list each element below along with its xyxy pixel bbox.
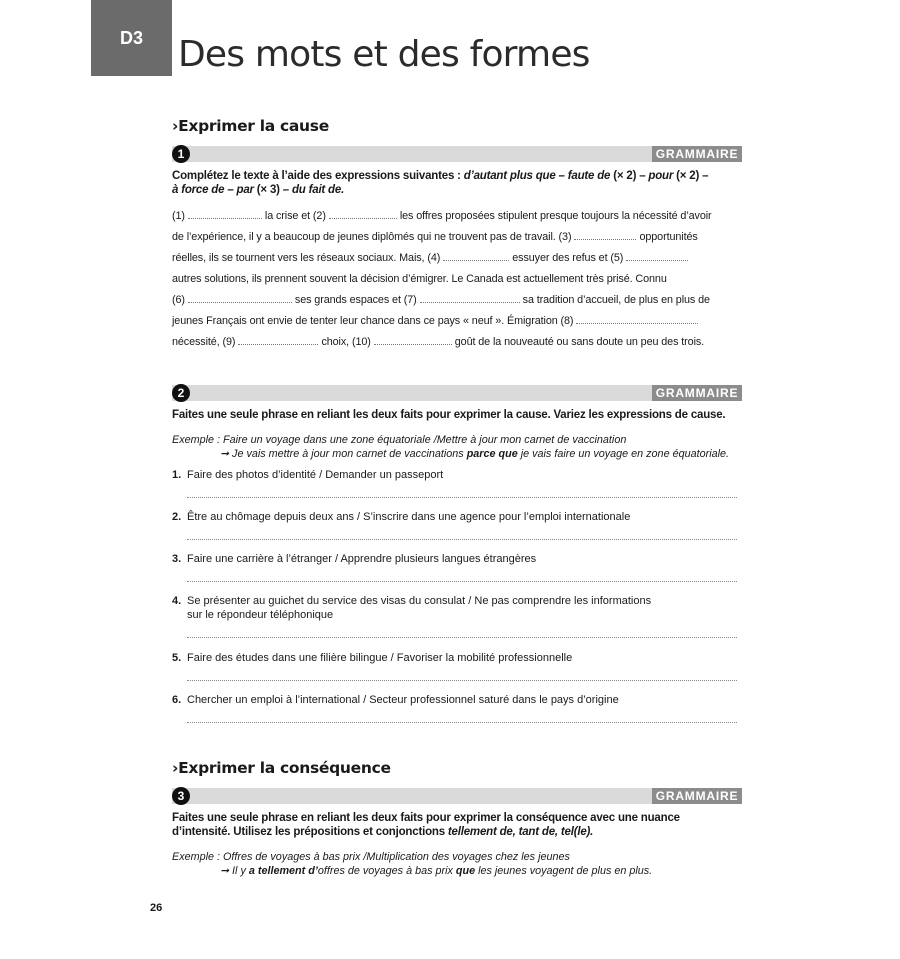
text-line [172, 311, 744, 332]
exercise-1-text [172, 206, 744, 353]
example-text: je vais faire un voyage en zone équatoriale. [517, 448, 729, 460]
arrow-icon: ➞ [220, 448, 233, 460]
exercise-1-instruction [172, 169, 744, 197]
text-fragment: goût de la nouveauté ou sans doute un peu des trois. [454, 336, 705, 348]
text-line [172, 290, 744, 311]
exercise-2-tag: GRAMMAIRE [652, 385, 742, 401]
blank-number: (5) [610, 252, 624, 264]
example-keyword: que [455, 865, 476, 877]
item-text: Être au chômage depuis deux ans / S’inscrire dans une agence pour l’emploi internationale [187, 511, 631, 523]
text-fragment: autres solutions, ils prennent souvent la décision d’émigrer. Le Canada est actuellement très prisé. Connu [172, 273, 667, 285]
chapter-tab [91, 0, 172, 76]
blank-number: (10) [351, 336, 371, 348]
section-title-consequence: ›Exprimer la conséquence [172, 759, 391, 777]
exercise-2-example [172, 433, 752, 461]
example-text: Je vais mettre à jour mon carnet de vaccinations [232, 448, 467, 460]
text-fragment: la crise et [264, 210, 311, 222]
exercise-3-tag: GRAMMAIRE [652, 788, 742, 804]
instruction-text: Complétez le texte à l’aide des expressions suivantes : [172, 170, 464, 182]
item-number: 3. [172, 553, 182, 565]
example-text: offres de voyages à bas prix [317, 865, 456, 877]
instruction-text: (× 3) – [253, 184, 292, 196]
instruction-expressions: tellement de, tant de, tel(le). [447, 826, 594, 838]
item-number: 4. [172, 595, 182, 607]
example-text: Il y [232, 865, 249, 877]
example-prompt: Exemple : Faire un voyage dans une zone équatoriale /Mettre à jour mon carnet de vaccination [172, 434, 627, 446]
exercise-3-number: 3 [172, 787, 190, 805]
page-number: 26 [150, 902, 163, 914]
text-fragment: essuyer des refus et [512, 252, 608, 264]
item-number: 5. [172, 652, 182, 664]
item-number: 2. [172, 511, 182, 523]
blank-number: (4) [427, 252, 441, 264]
example-text: les jeunes voyagent de plus en plus. [475, 865, 653, 877]
text-line [172, 206, 744, 227]
instruction-expressions: à force de – par [172, 184, 254, 196]
blank-field-10[interactable] [374, 335, 452, 345]
blank-number: (1) [172, 210, 185, 222]
item-number: 1. [172, 469, 182, 481]
blank-field-9[interactable] [238, 335, 318, 345]
section-title-cause: ›Exprimer la cause [172, 117, 329, 135]
exercise-1-tag: GRAMMAIRE [652, 146, 742, 162]
item-text: Se présenter au guichet du service des visas du consulat / Ne pas comprendre les informations [187, 595, 652, 607]
blank-number: (7) [403, 294, 417, 306]
exercise-3-example [172, 850, 752, 878]
arrow-icon: ➞ [220, 865, 233, 877]
instruction-expressions: pour [648, 170, 674, 182]
blank-field-2[interactable] [329, 209, 397, 219]
blank-field-7[interactable] [420, 293, 520, 303]
example-prompt: Exemple : Offres de voyages à bas prix /Multiplication des voyages chez les jeunes [172, 851, 570, 863]
blank-field-1[interactable] [188, 209, 262, 219]
exercise-1-number: 1 [172, 145, 190, 163]
blank-number: (8) [560, 315, 574, 327]
text-line [172, 227, 744, 248]
text-fragment: choix, [321, 336, 350, 348]
text-line [172, 332, 744, 353]
instruction-expressions: du fait de. [291, 184, 345, 196]
instruction-expressions: d’autant plus que – faute de [463, 170, 611, 182]
example-answer [172, 447, 752, 461]
answer-line[interactable] [187, 581, 737, 582]
text-fragment: de l’expérience, il y a beaucoup de jeunes diplômés qui ne trouvent pas de travail. [172, 231, 556, 243]
text-line [172, 269, 744, 290]
blank-number: (9) [222, 336, 236, 348]
blank-field-8[interactable] [576, 314, 698, 324]
answer-line[interactable] [187, 539, 737, 540]
exercise-3-instruction [172, 811, 744, 839]
blank-field-4[interactable] [443, 251, 509, 261]
text-fragment: sa tradition d’accueil, de plus en plus de [522, 294, 710, 306]
item-text: Faire des études dans une filière bilingue / Favoriser la mobilité professionnelle [187, 652, 573, 664]
exercise-2-number: 2 [172, 384, 190, 402]
text-fragment: opportunités [639, 231, 698, 243]
blank-field-3[interactable] [574, 230, 636, 240]
exercise-3-header [172, 788, 742, 804]
example-keyword: a tellement d’ [248, 865, 318, 877]
exercise-2-header [172, 385, 742, 401]
blank-field-6[interactable] [188, 293, 292, 303]
item-text: sur le répondeur téléphonique [187, 609, 334, 621]
text-line [172, 248, 744, 269]
instruction-text: Faites une seule phrase en reliant les deux faits pour exprimer la conséquence avec une nuance [172, 812, 680, 824]
text-fragment: les offres proposées stipulent presque toujours la nécessité d’avoir [399, 210, 712, 222]
instruction-text: (× 2) – [673, 170, 709, 182]
example-answer [172, 864, 752, 878]
blank-number: (2) [312, 210, 326, 222]
instruction-text: d’intensité. Utilisez les prépositions et conjonctions [172, 826, 448, 838]
blank-number: (3) [558, 231, 572, 243]
text-fragment: ses grands espaces et [294, 294, 401, 306]
answer-line[interactable] [187, 637, 737, 638]
item-text: Faire des photos d’identité / Demander un passeport [187, 469, 444, 481]
blank-number: (6) [172, 294, 185, 306]
answer-line[interactable] [187, 497, 737, 498]
item-text: Chercher un emploi à l’international / Secteur professionnel saturé dans le pays d’origine [187, 694, 619, 706]
item-number: 6. [172, 694, 182, 706]
exercise-2-instruction: Faites une seule phrase en reliant les deux faits pour exprimer la cause. Variez les expressions de cause. [172, 409, 726, 421]
blank-field-5[interactable] [626, 251, 688, 261]
answer-line[interactable] [187, 722, 737, 723]
page-title: Des mots et des formes [178, 34, 590, 75]
item-text: Faire une carrière à l’étranger / Apprendre plusieurs langues étrangères [187, 553, 537, 565]
text-fragment: nécessité, [172, 336, 220, 348]
chapter-code: D3 [119, 27, 143, 48]
exercise-1-header [172, 146, 742, 162]
example-keyword: parce que [466, 448, 518, 460]
text-fragment: jeunes Français ont envie de tenter leur chance dans ce pays « neuf ». Émigration [172, 315, 558, 327]
instruction-text: (× 2) – [610, 170, 649, 182]
answer-line[interactable] [187, 680, 737, 681]
text-fragment: réelles, ils se tournent vers les réseaux sociaux. Mais, [172, 252, 425, 264]
